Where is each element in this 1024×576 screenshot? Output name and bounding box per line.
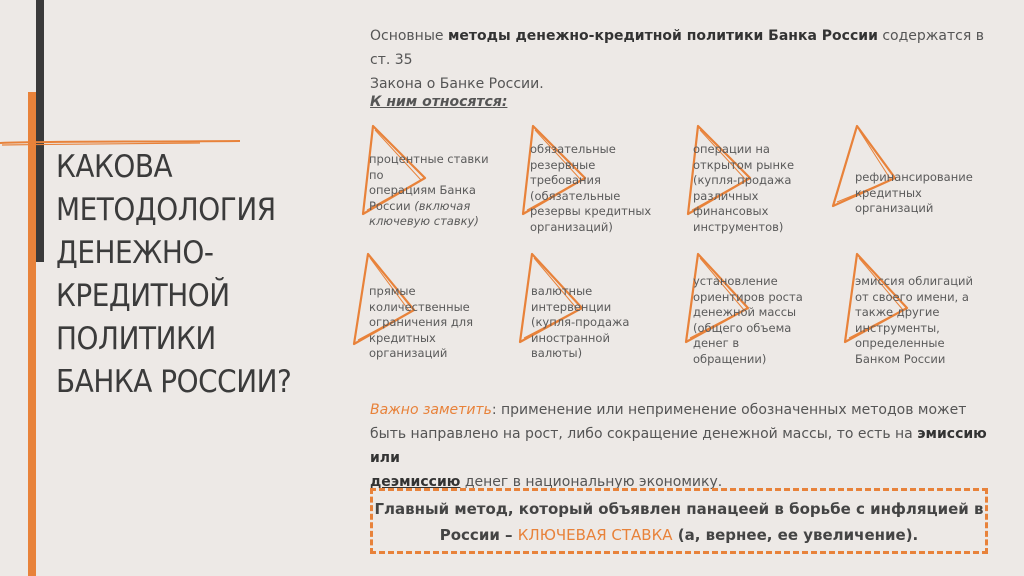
intro-paragraph: Основные методы денежно-кредитной политики Банка России содержатся в ст. 35 Закона о Банке России. [370,28,984,92]
method-item-fx-interventions: валютные интервенции (купля-продажа иностранной валюты) [531,284,630,360]
method-item-reserve-requirements: обязательные резервные требования (обязательные резервы кредитных организаций) [530,142,652,234]
title-line: ПОЛИТИКИ [56,321,216,357]
key-rate-highlight: КЛЮЧЕВАЯ СТАВКА [517,526,673,544]
title-line: БАНКА РОССИИ? [56,364,292,400]
title-line: КАКОВА [56,149,173,185]
title-line: КРЕДИТНОЙ [56,278,230,314]
title-line: МЕТОДОЛОГИЯ [56,192,276,228]
important-paragraph: Важно заметить: применение или неприменение обозначенных методов может быть направлено на рост, либо сокращение денежной массы, то есть на эмиссию или деэмиссию денег в национальную экономику. [370,402,987,490]
subheading: К ним относятся: [370,94,508,110]
method-item-quantitative-limits: прямые количественные ограничения для кредитных организаций [369,284,474,360]
page-title [56,146,326,404]
method-item-interest-rates: процентные ставки по операциям Банка России (включая ключевую ставку) [369,152,489,228]
orange-vertical-bar [28,92,36,576]
method-item-open-market: операции на открытом рынке (купля-продажа различных финансовых инструментов) [693,142,795,234]
key-rate-note-box: Главный метод, который объявлен панацеей в борьбе с инфляцией в России – КЛЮЧЕВАЯ СТАВКА (а, вернее, ее увеличение). [370,488,988,554]
method-item-refinancing: рефинансирование кредитных организаций [855,170,973,215]
method-item-bond-issuance: эмиссия облигаций от своего имени, а также другие инструменты, определенные Банком России [855,274,973,366]
method-item-money-supply-targets: установление ориентиров роста денежной массы (общего объема денег в обращении) [693,274,803,366]
title-line: ДЕНЕЖНО- [56,235,214,271]
dark-vertical-bar [36,0,44,262]
